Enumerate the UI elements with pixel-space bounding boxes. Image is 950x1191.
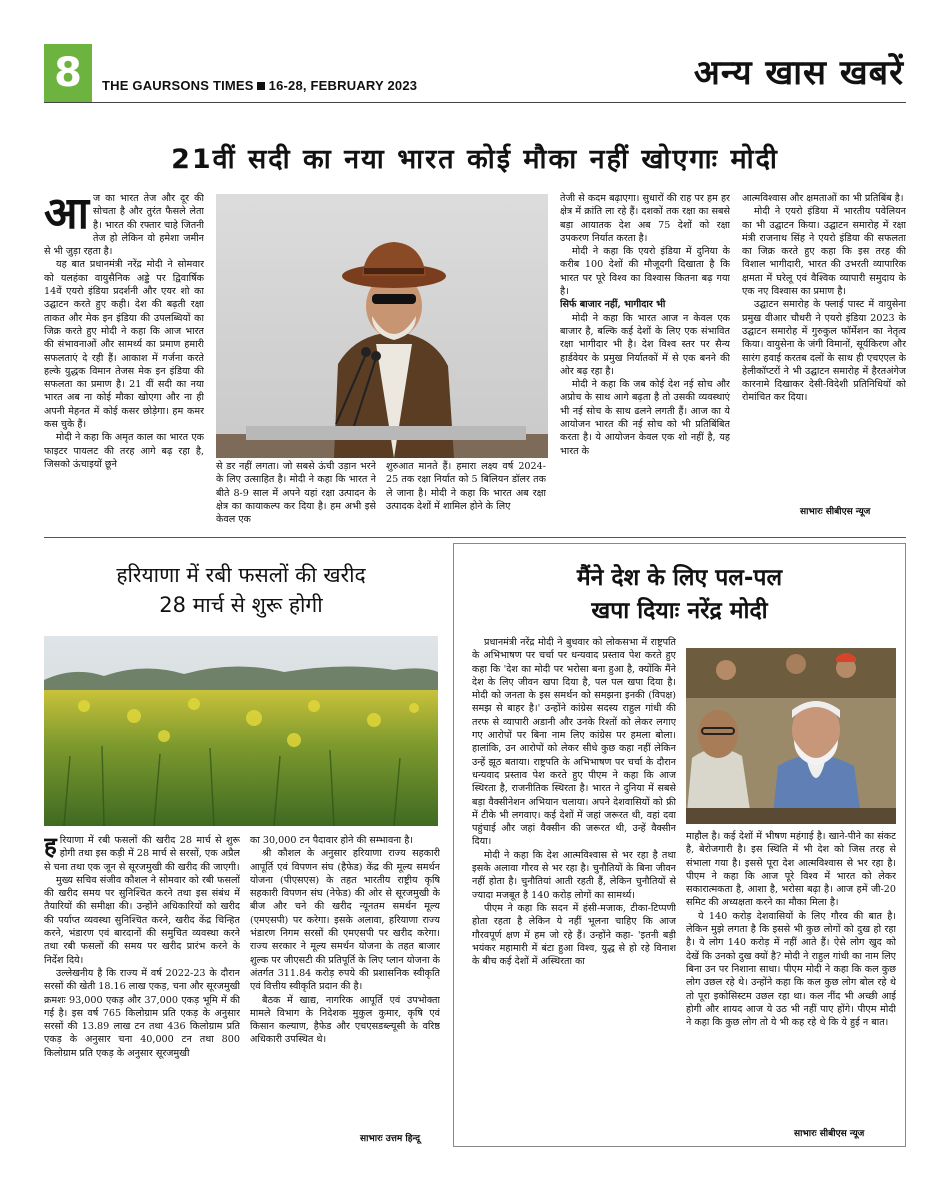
story1-col1-para: ज का भारत तेज और दूर की सोचता है और तुरंत फैसले लेता है। भारत की रफ्तार चाहे जितनी तेज हो लेकिन वो हमेशा जमीन से भी जुड़ा रहता है। bbox=[44, 193, 204, 258]
story3-col1-para: मोदी ने कहा कि देश आत्मविश्वास से भर रहा है तथा इसके अलावा गौरव से भर रहा है। चुनौतियों के बिना जीवन नहीं होता है। चुनौतियां आती रहती हैं, लेकिन चुनौतियों से ज्यादा मजबूत है 140 करोड़ लोगों का सामर्थ्य। bbox=[472, 849, 676, 901]
story2-col1-para: मुख्य सचिव संजीव कौशल ने सोमवार को रबी फसलों की खरीद समय पर सुनिश्चित करने तथा इस संबंध में तैयारियों की समीक्षा की। उन्होंने अधिकारियों को खरीद की पर्याप्त व्यवस्था सुनिश्चित करने, खरीद केंद्र चिन्हित करने, भंडारण एवं बारदानों की समुचित व्यवस्था करने तथा रबी फसलों की समय पर खरीद प्रारंभ करने के निर्देश दिये। bbox=[44, 874, 240, 966]
story1-credit: साभारः सीबीएस न्यूज bbox=[800, 507, 871, 517]
square-bullet-icon bbox=[257, 82, 265, 90]
story2-headline bbox=[44, 560, 438, 621]
story3-col1-para: पीएम ने कहा कि सदन में हंसी-मजाक, टीका-टिप्पणी होता रहता है लेकिन ये नहीं भूलना चाहिए कि आज गौरवपूर्ण क्षण में हम जो रहे हैं। उन्होंने कहा- 'इतनी बड़ी भयंकर महामारी में बंटा हुआ विश्व, युद्ध से हो रहे विनाश के बीच कई देशों में अस्थिरता का bbox=[472, 902, 676, 968]
story1-headline: 21वीं सदी का नया भारत कोई मौका नहीं खोएगाः मोदी bbox=[171, 144, 779, 175]
story1-col4-para: मोदी ने कहा कि एयरो इंडिया में दुनिया के करीब 100 देशों की मौजूदगी दिखाता है कि भारत पर पूरे विश्व का विश्वास कितना बढ़ गया है। bbox=[560, 246, 730, 298]
story1-col5-para: उद्घाटन समारोह के फ्लाई पास्ट में वायुसेना प्रमुख वीआर चौधरी ने एयरो इंडिया 2023 के उद्घाटन समारोह में गुरुकुल फॉर्मेशन का नेतृत्व किया। वायुसेना के जंगी विमानों, सूर्यकिरण और सारंग हवाई करतब दलों के साथ ही एचएएल के हेलीकॉप्टरों ने भी उद्घाटन समारोह में हैरतअंगेज कारनामे दिखाकर देसी-विदेशी प्रतिनिधियों को रोमांचित कर दिया। bbox=[742, 299, 906, 404]
mustard-field-image bbox=[44, 636, 438, 826]
story2-col2-para: श्री कौशल के अनुसार हरियाणा राज्य सहकारी आपूर्ति एवं विपणन संघ (हैफेड) केंद्र की मूल्य समर्थन योजना (पीएसएस) के तहत भारतीय राष्ट्रीय कृषि सहकारी विपणन संघ (नेफेड) की ओर से सूरजमुखी के बीज और चने की खरीद न्यूनतम समर्थन मूल्य (एमएसपी) पर करेगा। इसके अलावा, हरियाणा राज्य भंडारण निगम सरसों की एमएसपी पर खरीद करेगा। राज्य सरकार ने मूल्य समर्थन योजना के तहत बाजार शुल्क पर जीएसटी की प्रतिपूर्ति के लिए प्लान योजना के अंतर्गत 311.84 करोड़ रुपये की प्रशासनिक स्वीकृति एवं वित्तीय स्वीकृति प्रदान की है। bbox=[250, 848, 440, 993]
story3-headline bbox=[453, 562, 906, 629]
story1-col5-para: आत्मविश्वास और क्षमताओं का भी प्रतिबिंब है। bbox=[742, 193, 904, 204]
story3-column-1 bbox=[472, 636, 676, 1136]
story2-col2-para: का 30,000 टन पैदावार होने की सम्भावना है। bbox=[250, 835, 413, 846]
story3-col2-para: माहौल है। कई देशों में भीषण महंगाई है। खाने-पीने का संकट है, बेरोजगारी है। इस स्थिति में भी देश को जिस तरह से संभाला गया है। इससे पूरा देश आत्मविश्वास से भर रहा है। पीएम ने कहा कि आज पूरे विश्व में भारत को लेकर सकारात्मकता है, आशा है, भरोसा बढ़ा है। आज हमें जी-20 समिट की अध्यक्षता करने का मौका मिला है। bbox=[686, 831, 896, 909]
paper-name-line bbox=[102, 78, 417, 93]
story2-column-2 bbox=[250, 834, 440, 1126]
modi-podium-image bbox=[216, 194, 548, 458]
story3-credit: साभारः सीबीएस न्यूज bbox=[794, 1129, 865, 1139]
story2-col2-para: बैठक में खाद्य, नागरिक आपूर्ति एवं उपभोक्ता मामले विभाग के निदेशक मुकुल कुमार, कृषि एवं किसान कल्याण, हैफेड और एचएसडब्ल्यूसी के वरिष्ठ अधिकारी उपस्थित थे। bbox=[250, 994, 440, 1046]
story2-column-1 bbox=[44, 834, 240, 1144]
story1-column-1 bbox=[44, 192, 204, 532]
story1-column-3 bbox=[386, 460, 546, 532]
story2-dropcap: ह bbox=[44, 834, 57, 860]
story2-headline-line2: 28 मार्च से शुरू होगी bbox=[159, 593, 323, 618]
story1-subhead: सिर्फ बाजार नहीं, भागीदार भी bbox=[560, 299, 666, 311]
story1-dropcap: आ bbox=[44, 192, 89, 239]
modi-aero-india-photo bbox=[216, 194, 548, 458]
story1-col4-para: तेजी से कदम बढ़ाएगा। सुधारों की राह पर हम हर क्षेत्र में क्रांति ला रहे हैं। दशकों तक रक्षा का सबसे बड़ा आयातक देश अब 75 देशों को रक्षा उपकरण निर्यात करता है। bbox=[560, 193, 730, 244]
story1-col3-para: शुरुआत मानते हैं। हमारा लक्ष्य वर्ष 2024-25 तक रक्षा निर्यात को 5 बिलियन डॉलर तक ले जाना है। मोदी ने कहा कि भारत अब रक्षा उत्पादक देशों में शामिल होने के लिए bbox=[386, 461, 546, 512]
issue-date: 16-28, FEBRUARY 2023 bbox=[268, 78, 418, 93]
section-divider bbox=[44, 537, 906, 538]
page-number: 8 bbox=[44, 44, 92, 102]
story1-col2-para: से डर नहीं लगता। जो सबसे ऊंची उड़ान भरने के लिए उत्साहित है। मोदी ने कहा कि भारत ने बीते 8-9 साल में अपने यहां रक्षा उत्पादन के क्षेत्र का कायाकल्प कर दिया है। हम अभी इसे केवल एक bbox=[216, 461, 376, 526]
story3-col1-para: प्रधानमंत्री नरेंद्र मोदी ने बुधवार को लोकसभा में राष्ट्रपति के अभिभाषण पर चर्चा पर धन्यवाद प्रस्ताव पेश करते हुए कहा कि 'देश का मोदी पर भरोसा बना हुआ है, क्योंकि मैंने देश के लिए जीवन खपा दिया है, पल पल खपा दिया है। मोदी को जनता के इस समर्थन को समझना इनकी (विपक्ष) समझ से बाहर है।' उन्होंने कांग्रेस सदस्य राहुल गांधी की तरफ से व्यापारी अडानी और उनके रिश्तों को लेकर लगाए गए आरोपों पर बिना नाम लिए कांग्रेस पर हमला बोला। हालांकि, उन आरोपों को लेकर सीधे कुछ कहा नहीं लेकिन उन्हें झूठ बताया। राष्ट्रपति के अभिभाषण पर चर्चा के दौरान धन्यवाद प्रस्ताव पेश करते हुए पीएम ने कहा कि आज स्थिरता है, राजनीतिक स्थिरता है। भारत ने दुनिया में सबसे बड़ा वैक्सीनेशन अभियान चलाया। अपने देशवासियों को फ्री में टीके भी लगवाए। कई देशों में जहां जरूरत थी, वहां दवा पहुंचाई और जहां वैक्सीन की जरूरत थी, उन्हें वैक्सीन दिया। bbox=[472, 637, 676, 848]
story2-col1-para: उल्लेखनीय है कि राज्य में वर्ष 2022-23 के दौरान सरसों की खेती 18.16 लाख एकड़, चना और सूरजमुखी क्रमशः 93,000 एकड़ और 37,000 एकड़ भूमि में की गई है। इस वर्ष 765 किलोग्राम प्रति एकड़ के अनुसार सरसों की 13.89 लाख टन तथा 436 किलोग्राम प्रति एकड़ के अनुसार चना 40,000 टन तथा 800 किलोग्राम प्रति एकड़ के अनुसार सूरजमुखी bbox=[44, 967, 240, 1059]
story2-credit: साभारः उत्तम हिन्दू bbox=[360, 1134, 421, 1144]
story1-col1-para: यह बात प्रधानमंत्री नरेंद्र मोदी ने सोमवार को यलहंका वायुसैनिक अड्डे पर द्विवार्षिक 14वें एयरो इंडिया प्रदर्शनी और एयर शो का उद्घाटन करते हुए कही। देश की बढ़ती रक्षा ताकत और मेक इन इंडिया की उपलब्धियों का जिक्र करते हुए मोदी ने कहा कि आज भारत की संभावनाओं और सामर्थ्य का प्रमाण हमारी सफलताएं दे रही हैं। आकाश में गर्जना करते हल्के युद्धक विमान तेजस मेक इन इंडिया की सफलता का प्रमाण है। 21 वीं सदी का नया भारत अब ना कोई मौका खोएगा और ना ही अपनी मेहनत में कोई कसर छोड़ेगा। हम कमर कस चुके हैं। bbox=[44, 259, 204, 431]
story1-col4-para: मोदी ने कहा कि जब कोई देश नई सोच और अप्रोच के साथ आगे बढ़ता है तो उसकी व्यवस्थाएं भी नई सोच के साथ ढलने लगती हैं। आज का ये आयोजन भारत की नई सोच को भी प्रतिबिंबित करता है। ये आयोजन केवल एक शो नहीं है, यह भारत के bbox=[560, 379, 730, 457]
story1-col5-para: मोदी ने एयरो इंडिया में भारतीय पवेलियन का भी उद्घाटन किया। उद्घाटन समारोह में रक्षा मंत्री राजनाथ सिंह ने एयरो इंडिया की सफलता का जिक्र करते हुए कहा कि इस तरह की विशाल भागीदारी, भारत की उभरती व्यापारिक क्षमता में घरेलू एवं वैश्विक व्यापारी समुदाय के एक नए विश्वास का प्रमाण है। bbox=[742, 206, 906, 298]
story1-col4-para: मोदी ने कहा कि भारत आज न केवल एक बाजार है, बल्कि कई देशों के लिए एक संभावित रक्षा भागीदार भी है। देश विश्व स्तर पर सैन्य हार्डवेयर के प्रमुख निर्यातकों में से एक बनने की ओर बढ़ रहा है। bbox=[560, 312, 730, 377]
story3-col2-para: ये 140 करोड़ देशवासियों के लिए गौरव की बात है। लेकिन मुझे लगता है कि इससे भी कुछ लोगों को दुख हो रहा है। ये लोग 140 करोड़ में नहीं आते हैं। ऐसे लोग खुद को देखें कि उनको दुख क्यों है? मोदी ने राहुल गांधी का नाम लिए बिना उन पर निशाना साधा। पीएम मोदी ने कहा कि कल कुछ लोग उछल रहे थे। उन्होंने कहा कि कल कुछ लोग बोल रहे थे तो पूरा इकोसिस्टम उछल रहा था। कल नींद भी अच्छी आई होगी और शायद आज ये उठ भी नहीं पाए होंगे। पीएम मोदी ने कहा कि कुछ लोग तो ये भी कह रहे थे कि ये हुई न बात। bbox=[686, 910, 896, 1029]
masthead-rule bbox=[44, 102, 906, 103]
modi-lok-sabha-photo bbox=[686, 648, 896, 824]
masthead bbox=[44, 44, 906, 102]
story3-headline-line2: खपा दियाः नरेंद्र मोदी bbox=[591, 598, 768, 625]
story1-column-4 bbox=[560, 192, 730, 532]
story3-column-2 bbox=[686, 830, 896, 1124]
story2-col1-para: रियाणा में रबी फसलों की खरीद 28 मार्च से शुरू होगी तथा इस कड़ी में 28 मार्च से सरसों, एक अप्रैल से चना तथा एक जून से सूरजमुखी की खरीद की जाएगी। bbox=[44, 835, 240, 873]
paper-name: THE GAURSONS TIMES bbox=[102, 78, 254, 93]
story1-col1-para: मोदी ने कहा कि अमृत काल का भारत एक फाइटर पायलट की तरह आगे बढ़ रहा है, जिसको ऊंचाइयों छूने bbox=[44, 432, 204, 470]
story1-column-2 bbox=[216, 460, 376, 532]
story3-headline-line1: मैंने देश के लिए पल-पल bbox=[576, 565, 783, 591]
modi-parliament-image bbox=[686, 648, 896, 824]
mustard-field-photo bbox=[44, 636, 438, 826]
story2-headline-line1: हरियाणा में रबी फसलों की खरीद bbox=[116, 563, 366, 587]
section-title: अन्य खास खबरें bbox=[693, 53, 904, 93]
story1-column-5 bbox=[742, 192, 906, 502]
